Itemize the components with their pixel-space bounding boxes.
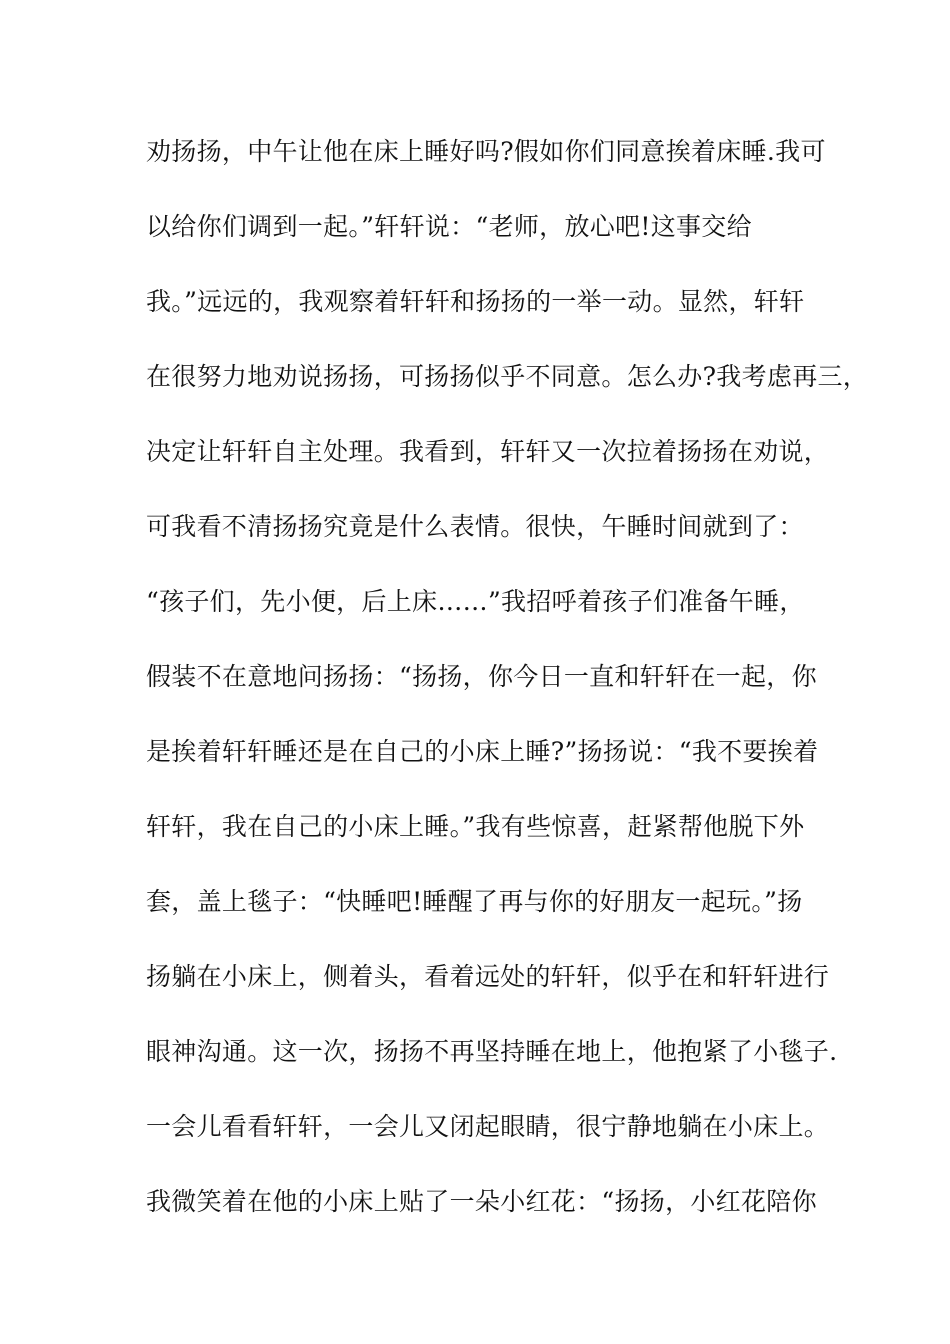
- text-line: 决定让轩轩自主处理。我看到，轩轩又一次拉着扬扬在劝说，: [146, 437, 830, 466]
- text-line: 是挨着轩轩睡还是在自己的小床上睡?”扬扬说：“我不要挨着: [146, 737, 819, 766]
- text-line: 扬躺在小床上，侧着头，看着远处的轩轩，似乎在和轩轩进行: [146, 962, 830, 991]
- text-line: 套，盖上毯子：“快睡吧!睡醒了再与你的好朋友一起玩。”扬: [146, 887, 803, 916]
- body-text: [146, 128, 869, 1253]
- text-line: “孩子们，先小便，后上床……”我招呼着孩子们准备午睡，: [146, 587, 805, 616]
- text-line: 我。”远远的，我观察着轩轩和扬扬的一举一动。显然，轩轩: [146, 287, 805, 316]
- text-line: 假装不在意地问扬扬：“扬扬，你今日一直和轩轩在一起，你: [146, 662, 817, 691]
- text-line: 眼神沟通。这一次，扬扬不再坚持睡在地上，他抱紧了小毯子.: [146, 1037, 838, 1066]
- text-line: 以给你们调到一起。”轩轩说：“老师，放心吧!这事交给: [146, 212, 752, 241]
- text-line: 一会儿看看轩轩，一会儿又闭起眼睛，很宁静地躺在小床上。: [146, 1112, 830, 1141]
- text-line: 轩轩，我在自己的小床上睡。”我有些惊喜，赶紧帮他脱下外: [146, 812, 805, 841]
- text-line: 在很努力地劝说扬扬，可扬扬似乎不同意。怎么办?我考虑再三，: [146, 362, 869, 391]
- text-line: 可我看不清扬扬究竟是什么表情。很快，午睡时间就到了：: [146, 512, 804, 541]
- text-line: 劝扬扬，中午让他在床上睡好吗?假如你们同意挨着床睡.我可: [146, 137, 826, 166]
- text-line: 我微笑着在他的小床上贴了一朵小红花：“扬扬，小红花陪你: [146, 1187, 817, 1216]
